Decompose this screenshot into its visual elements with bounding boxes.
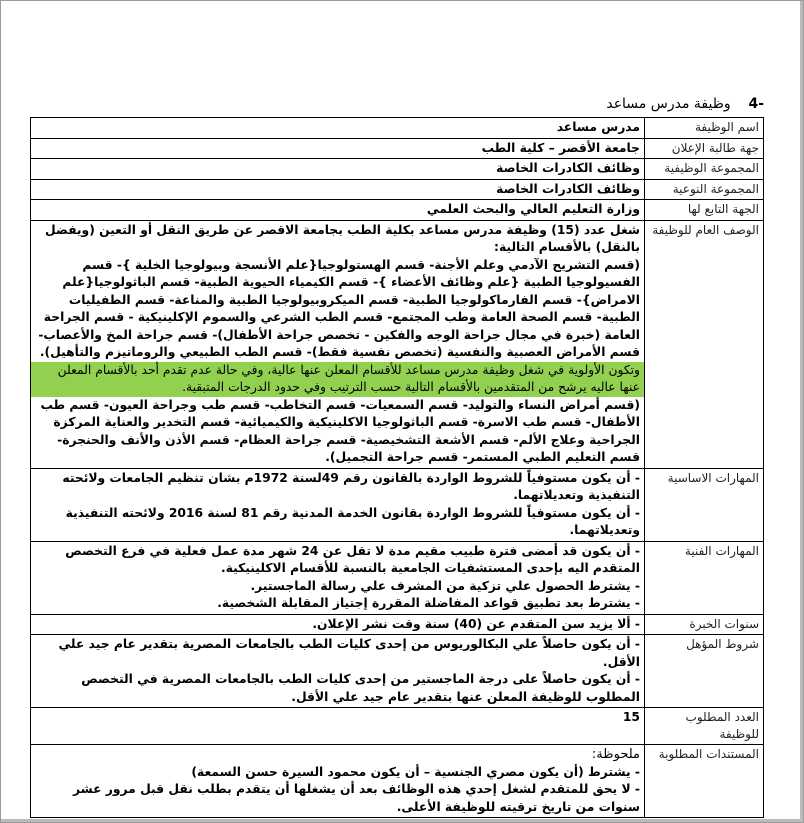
documents-cell bbox=[31, 745, 645, 818]
row-label: المجموعة النوعية bbox=[645, 179, 764, 200]
table-row bbox=[31, 138, 764, 159]
parent-value: وزارة التعليم العالي والبحث العلمي bbox=[31, 200, 645, 221]
table-row bbox=[31, 159, 764, 180]
table-row bbox=[31, 468, 764, 541]
list-item: - يشترط (أن يكون مصري الجنسية – أن يكون محمود السيرة حسن السمعة) bbox=[191, 764, 640, 779]
description-intro: شغل عدد (15) وظيفة مدرس مساعد بكلية الطب بجامعة الاقصر عن طريق النقل أو التعين (ويفضل بالنقل) بالأقسام التالية: bbox=[44, 222, 640, 254]
list-item: - يشترط بعد تطبيق قواعد المفاضلة المقررة إجتياز المقابلة الشخصية. bbox=[217, 596, 640, 610]
description-departments: (قسم التشريح الآدمي وعلم الأجنة- قسم الهستولوجيا{علم الأنسجة وبيولوجيا الخلية }- قسم الفسيولوجيا الطبية {علم وظائف الأعضاء }- قسم الكيمياء الحيوية الطبية- قسم الباثولوجيا{علم الامراض}- قسم الفارماكولوجيا الطبية- قسم الميكروبيولوجيا الطبية والمناعة- قسم الطفيليات الطبية- قسم الصحة العامة وطب المجتمع- قسم الطب الشرعي والسموم الإكلينيكية - قسم الجراحة العامة (خبرة في مجال جراحة الوجه والفكين - تخصص جراحة الأطفال)- قسم جراحة المخ والأعصاب- قسم الأمراض العصبية والنفسية (تخصص نفسية فقط)- قسم الطب الطبيعي والروماتيزم والتأهيل). bbox=[38, 257, 640, 359]
job-spec-table bbox=[30, 117, 764, 818]
table-row bbox=[31, 614, 764, 635]
list-item: - أن يكون مستوفياً للشروط الواردة بقانون الخدمة المدنية رقم 81 لسنة 2016 ولائحته التنفيذية وتعديلاتهما. bbox=[65, 505, 640, 537]
row-label: شروط المؤهل bbox=[645, 635, 764, 708]
type-group-value: وظائف الكادرات الخاصة bbox=[31, 179, 645, 200]
table-row bbox=[31, 708, 764, 745]
row-label: جهة طالبة الإعلان bbox=[645, 138, 764, 159]
row-label: العدد المطلوب للوظيفة bbox=[645, 708, 764, 745]
list-item: - أن يكون قد أمضى فترة طبيب مقيم مدة لا تقل عن 24 شهر مدة عمل فعلية في فرع التخصص المتقدم اليه بإحدى المستشفيات الجامعية بالنسبة للأقسام الاكلينيكية. bbox=[65, 543, 640, 575]
row-label: اسم الوظيفة bbox=[645, 118, 764, 139]
list-item: - يشترط الحصول علي تزكية من المشرف علي رسالة الماجستير. bbox=[250, 578, 640, 593]
count-value: 15 bbox=[31, 708, 645, 745]
qualifications-cell bbox=[31, 635, 645, 708]
table-row bbox=[31, 179, 764, 200]
group-value: وظائف الكادرات الخاصة bbox=[31, 159, 645, 180]
table-row bbox=[31, 541, 764, 614]
job-name-value: مدرس مساعد bbox=[31, 118, 645, 139]
table-row bbox=[31, 220, 764, 468]
list-item: - أن يكون مستوفياً للشروط الواردة بالقانون رقم 49لسنة 1972م بشان تنظيم الجامعات ولائحته التنفيذية وتعديلاتهما. bbox=[62, 470, 640, 502]
list-item: - لا يحق للمتقدم لشغل إحدي هذه الوظائف بعد أن يشغلها أن يتقدم بطلب نقل قبل مرور عشر سنوات من تاريخ ترقيته للوظيفة الأعلى. bbox=[72, 782, 640, 814]
row-label: المهارات الفنية bbox=[645, 541, 764, 614]
section-title bbox=[606, 96, 764, 112]
row-label: الجهة التابع لها bbox=[645, 200, 764, 221]
row-label: المجموعة الوظيفية bbox=[645, 159, 764, 180]
row-label: المهارات الاساسية bbox=[645, 468, 764, 541]
row-label: سنوات الخبرة bbox=[645, 614, 764, 635]
table-row bbox=[31, 745, 764, 818]
list-item: - أن يكون حاصلاً على درجة الماجستير من إحدى كليات الطب بالجامعات المصرية في التخصص المطلوب للوظيفة المعلن عنها بتقدير عام جيد علي الأقل. bbox=[81, 672, 640, 704]
table-row bbox=[31, 200, 764, 221]
description-priority: وتكون الأولوية في شغل وظيفة مدرس مساعد للأقسام المعلن عنها عالية، وفي حالة عدم تقدم أحد بالأقسام المعلن عنها عاليه يرشح من المتقدمين بالأقسام التالية حسب الترتيب وفي حدود الدرجات المتبقية. bbox=[31, 362, 644, 397]
list-item: - أن يكون حاصلاً علي البكالوريوس من إحدى كليات الطب بالجامعات المصرية بتقدير عام جيد علي الأقل. bbox=[58, 637, 640, 669]
basic-skills-cell bbox=[31, 468, 645, 541]
experience-value: - ألا يزيد سن المتقدم عن (40) سنة وقت نشر الإعلان. bbox=[31, 614, 645, 635]
description-fallback: (قسم أمراض النساء والتوليد- قسم السمعيات- قسم التخاطب- قسم طب وجراحة العيون- قسم طب الأطفال- قسم طب الاسرة- قسم الباثولوجيا الاكلينيكية والكيميائية- قسم التخدير والعناية المركزة الجراحية وعلاج الألم- قسم الأشعة التشخيصية- قسم جراحة العظام- قسم الأذن والأنف والحنجرة- قسم التعليم الطبي المستمر- قسم جراحة التجميل). bbox=[40, 397, 640, 464]
row-label: الوصف العام للوظيفة bbox=[645, 220, 764, 468]
tech-skills-cell bbox=[31, 541, 645, 614]
section-heading: وظيفة مدرس مساعد bbox=[606, 96, 731, 112]
description-cell bbox=[31, 220, 645, 468]
note-heading: ملحوظة: bbox=[591, 747, 640, 762]
table-row bbox=[31, 118, 764, 139]
section-number: -4 bbox=[748, 96, 764, 112]
table-row bbox=[31, 635, 764, 708]
row-label: المستندات المطلوبة bbox=[645, 745, 764, 818]
announcer-value: جامعة الأقصر – كلية الطب bbox=[31, 138, 645, 159]
